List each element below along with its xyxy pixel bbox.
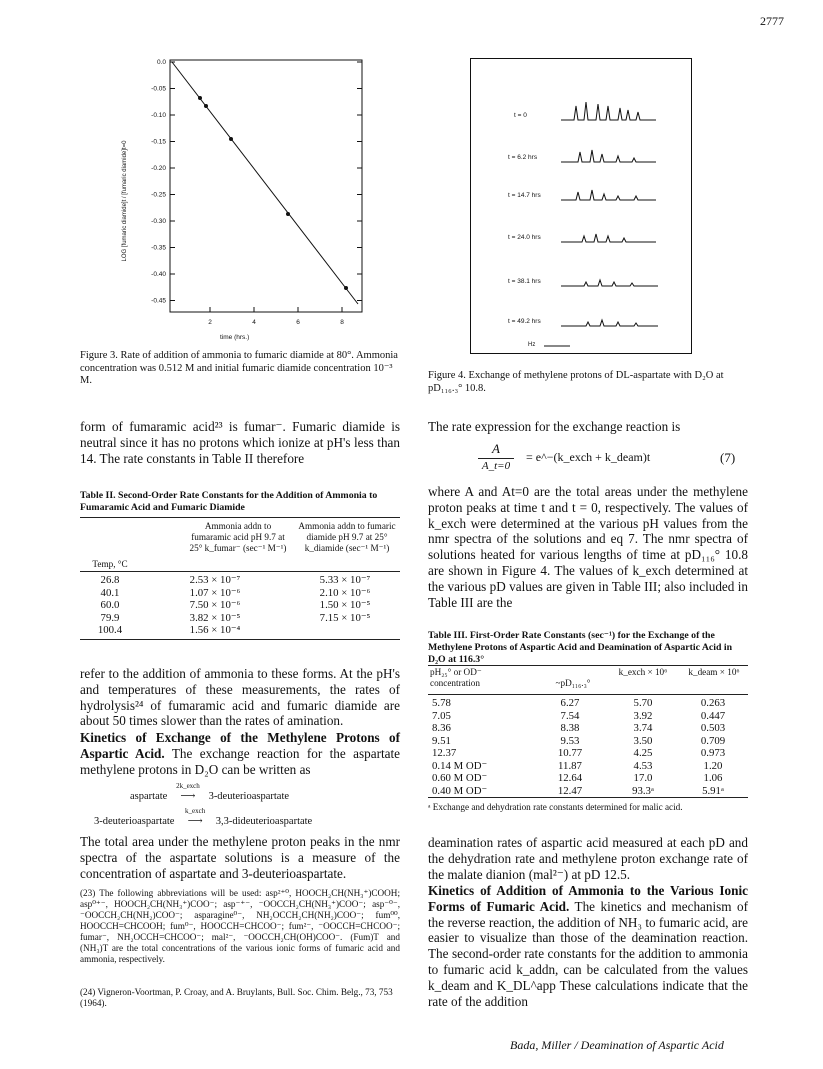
y-tick-label: -0.10	[151, 112, 166, 119]
equation-7	[470, 441, 750, 481]
y-tick-label: -0.40	[151, 271, 166, 278]
table3-head-kexch: k_exch × 10⁶	[618, 667, 668, 677]
figure-4	[466, 58, 696, 363]
reaction-2: 3-deuterioaspartate k_exch ⟶ 3,3-dideuterioaspartate	[94, 807, 313, 827]
table-3-rule-top	[428, 665, 748, 666]
table-row: 0.14 M OD⁻ 11.87 4.53 1.20	[432, 759, 723, 772]
y-tick-label: -0.35	[151, 244, 166, 252]
footnote-24: (24) Vigneron-Voortman, P. Croay, and A. Bruylants, Bull. Soc. Chim. Belg., 73, 753 (1964).	[80, 987, 393, 1008]
figure-3	[100, 48, 400, 348]
left-paragraph-3	[80, 730, 400, 777]
table-row: 12.37 10.77 4.25 0.973	[432, 747, 726, 759]
table-row: 7.05 7.54 3.92 0.447	[432, 709, 726, 722]
table-2-caption	[80, 490, 400, 514]
page-number: 2777	[760, 14, 784, 28]
table-row: 79.9 3.82 × 10⁻⁵ 7.15 × 10⁻⁵	[100, 611, 371, 624]
table2-head-diamide: Ammonia addn to fumaric diamide pH 9.7 at 25° k_diamide (sec⁻¹ M⁻¹)	[298, 521, 396, 553]
data-point	[344, 286, 348, 290]
table2-head-temp: Temp, °C	[92, 559, 128, 569]
x-tick-label: 2	[208, 319, 212, 326]
right-paragraph-4	[428, 883, 748, 1009]
y-tick-label: -0.25	[151, 191, 166, 199]
table-row: 40.1 1.07 × 10⁻⁶ 2.10 × 10⁻⁶	[100, 586, 371, 599]
table-3-rule-mid	[428, 694, 748, 695]
table3-head-kdeam: k_deam × 10⁶	[688, 667, 740, 677]
table-2-rule-mid	[80, 571, 400, 572]
eq-right-side: = e^−(k_exch + k_deam)t	[526, 450, 651, 464]
table3-head-ph: pH₂₅° or OD⁻ concentration	[430, 667, 482, 688]
spectrum-label: t = 38.1 hrs	[508, 278, 541, 285]
spectrum-label: t = 24.0 hrs	[508, 234, 541, 241]
table-row: 100.4 1.56 × 10⁻⁴	[97, 624, 241, 636]
table-3-rule-bottom	[428, 797, 748, 798]
spectrum-trace	[561, 190, 656, 200]
table3-head-pd: ~pD₁₁₆.₃°	[555, 678, 591, 688]
data-point	[229, 137, 233, 141]
spectrum-trace	[561, 280, 658, 286]
figure-4-spectra	[466, 58, 696, 358]
spectrum-trace	[561, 234, 656, 242]
table-row: 26.8 2.53 × 10⁻⁷ 5.33 × 10⁻⁷	[100, 574, 371, 586]
eq-fraction-bar	[478, 458, 514, 459]
spectrum-trace	[561, 102, 656, 120]
spectrum-label: t = 14.7 hrs	[508, 192, 541, 199]
eq-denominator: A_t=0	[481, 460, 511, 472]
reaction-arrow-1: 2k_exch ⟶	[176, 782, 200, 802]
table-2-body	[80, 574, 400, 637]
table-3-caption-text: Table III. First-Order Rate Constants (sec⁻¹) for the Exchange of the Methylene Protons of Aspartic Acid and Deamination of Aspartic Acid in D₂O at 116.3°	[428, 630, 733, 665]
data-point	[204, 104, 208, 108]
y-tick-label: -0.20	[151, 165, 166, 172]
reaction-1: aspartate 2k_exch ⟶ 3-deuterioaspartate	[130, 782, 290, 802]
table-row: 9.51 9.53 3.50 0.709	[432, 734, 726, 747]
right-paragraph-1: The rate expression for the exchange reaction is	[428, 419, 681, 434]
y-tick-label: -0.05	[151, 85, 166, 93]
section-heading-addition: Kinetics of Addition of Ammonia to the Various Ionic Forms of Fumaric Acid.	[428, 883, 748, 914]
table2-head-fumar: Ammonia addn to fumaramic acid pH 9.7 at 25° k_fumar⁻ (sec⁻¹ M⁻¹)	[189, 521, 287, 553]
section-heading-exchange: Kinetics of Exchange of the Methylene Protons of Aspartic Acid.	[80, 730, 400, 761]
left-paragraph-4: The total area under the methylene proton peaks in the nmr spectra of the aspartate solutions is a measure of the concentration of aspartate and 3-deuterioaspartate.	[80, 834, 400, 881]
spectrum-label: t = 6.2 hrs	[508, 154, 538, 161]
x-tick-label: 6	[296, 319, 300, 326]
table-3-head	[428, 667, 748, 697]
footnote-23: (23) The following abbreviations will be used: asp²⁺⁰, HOOCH₂CH(NH₃⁺)COOH; asp⁰⁺⁻, HOOCH₂CH(NH₃⁺)COO⁻; asp⁻⁺⁻, ⁻OOCCH₂CH(NH₃⁺)COO⁻; asp⁻⁰⁻, ⁻OOCCH₂CH(NH₂)COO⁻; asparagine⁰⁻, NH₂OCCH₂CH(NH₂)COO⁻; fum⁰⁰, HOOCCH=CHCOOH; fum⁰⁻, HOOCCH=CHCOO⁻; fum²⁻, ⁻OOCCH=CHCOO⁻; fumar⁻, NH₂OCCH=CHCOO⁻; mal²⁻, ⁻OOCCH₂CH(OH)COO⁻. (Fum)T and (NH₃)T are the total concentrations of the various ionic forms of fumaric acid and ammonia, respectively.	[80, 888, 400, 964]
eq-numerator: A	[492, 441, 500, 456]
table-row: 5.78 6.27 5.70 0.263	[432, 697, 726, 709]
x-tick-label: 4	[252, 319, 256, 326]
table-row: 0.40 M OD⁻ 12.47 93.3ᵃ 5.91ᵃ	[432, 784, 724, 797]
left-paragraph-1: form of fumaramic acid²³ is fumar⁻. Fumaric diamide is neutral since it has no protons which ionize at pH's less than 14. The rate constants in Table II therefore	[80, 419, 400, 466]
left-paragraph-2: refer to the addition of ammonia to these forms. At the pH's and temperatures of these measurements, the rates of hydrolysis²⁴ of fumaramic acid and fumaric diamide are about 50 times slower than the rates of amination.	[80, 666, 400, 729]
table-3-body	[428, 697, 748, 797]
table-3-caption	[428, 630, 748, 666]
figure-3-ylabel: LOG [fumaric diamide]t / [fumaric diamide]t=0	[122, 140, 128, 262]
table-row: 60.0 7.50 × 10⁻⁶ 1.50 × 10⁻⁵	[100, 599, 371, 611]
data-point	[198, 96, 202, 100]
figure-4-axis-label: Hz	[528, 342, 536, 348]
table-3-note: ᵃ Exchange and dehydration rate constants determined for malic acid.	[428, 802, 683, 812]
data-point	[286, 212, 290, 216]
left-paragraph-3-text: The exchange reaction for the aspartate methylene protons in D₂O can be written as	[80, 745, 400, 777]
right-paragraph-2: where A and At=0 are the total areas under the methylene proton peaks at time t and t = 0, respectively. The values of k_exch were determined at the various pH values from the nmr spectra of the solutions and eq 7. The nmr spectra of solutions heated for various lengths of time at pD₁₁₆° 10.8 are shown in Figure 4. The values of k_exch determined at the various pD values are given in Table III; also included in Table III are the	[428, 484, 748, 610]
x-tick-label: 8	[340, 319, 344, 326]
spectrum-trace	[561, 150, 656, 162]
spectrum-label: t = 0	[514, 112, 527, 119]
table-row: 0.60 M OD⁻ 12.64 17.0 1.06	[432, 772, 723, 784]
spectrum-trace	[561, 320, 658, 326]
y-tick-label: -0.30	[151, 218, 166, 225]
table-2-rule-bottom	[80, 639, 400, 640]
figure-4-caption: Figure 4. Exchange of methylene protons of DL-aspartate with D₂O at pD₁₁₆.₃° 10.8.	[428, 370, 724, 394]
table-2-caption-text: Table II. Second-Order Rate Constants for the Addition of Ammonia to Fumaramic Acid and Fumaric Diamide	[80, 490, 378, 513]
eq-number: (7)	[720, 450, 736, 465]
figure-3-caption: Figure 3. Rate of addition of ammonia to fumaric diamide at 80°. Ammonia concentration was 0.512 M and initial fumaric diamide concentration 10⁻³ M.	[80, 350, 398, 386]
reaction-arrow-2: k_exch ⟶	[184, 807, 206, 827]
right-paragraph-4-text: The kinetics and mechanism of the reverse reaction, the addition of NH₃ to fumaric acid, are easier to visualize than those of the deamination reaction. The second-order rate constants for the addition to ammonia to fumaric acid k_addn, can be calculated from the values k_deam and K_DL^app These calculations indicate that the rate of the addition	[428, 898, 749, 1009]
right-paragraph-3: deamination rates of aspartic acid measured at each pD and the dehydration rate and methylene proton exchange rate of the malate dianion (mal²⁻) at pD 12.5.	[428, 835, 748, 882]
figure-3-plot	[100, 48, 400, 348]
spectrum-label: t = 49.2 hrs	[508, 318, 541, 325]
table-row: 8.36 8.38 3.74 0.503	[432, 722, 726, 734]
y-tick-label: -0.15	[151, 138, 166, 146]
y-tick-label: -0.45	[151, 297, 166, 305]
y-tick-label: 0.0	[156, 59, 166, 66]
figure-3-xlabel: time (hrs.)	[220, 334, 250, 341]
table-2-rule-top	[80, 517, 400, 518]
running-footer: Bada, Miller / Deamination of Aspartic Acid	[510, 1038, 724, 1052]
